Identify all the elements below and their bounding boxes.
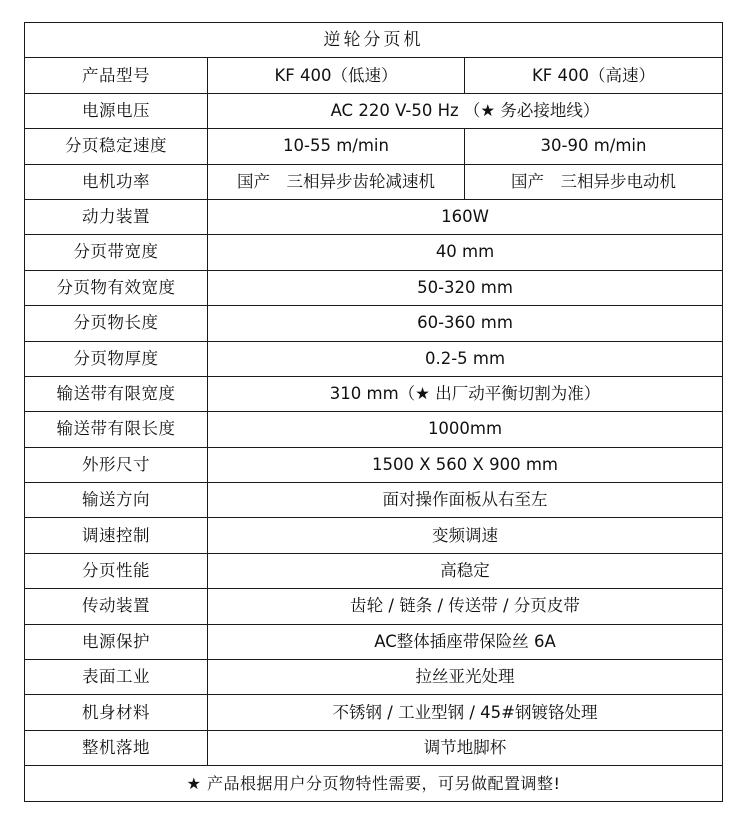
- spec-value: 不锈钢 / 工业型钢 / 45#钢镀铬处理: [208, 695, 723, 730]
- spec-row-motor: [25, 164, 723, 199]
- spec-label: 电源电压: [25, 93, 208, 128]
- spec-row-speed: [25, 129, 723, 164]
- table-title: 逆轮分页机: [25, 23, 723, 58]
- spec-label: 分页物有效宽度: [25, 270, 208, 305]
- spec-value: 调节地脚杯: [208, 730, 723, 765]
- spec-row-material: [25, 695, 723, 730]
- spec-label: 分页带宽度: [25, 235, 208, 270]
- spec-row-conveyor-length: [25, 412, 723, 447]
- spec-value: 40 mm: [208, 235, 723, 270]
- spec-label: 电机功率: [25, 164, 208, 199]
- spec-label: 输送带有限长度: [25, 412, 208, 447]
- spec-value-low: 国产 三相异步齿轮减速机: [208, 164, 465, 199]
- spec-label: 外形尺寸: [25, 447, 208, 482]
- spec-row-conveyor-width: [25, 376, 723, 411]
- spec-label: 分页性能: [25, 553, 208, 588]
- spec-value: 310 mm（★ 出厂动平衡切割为准）: [208, 376, 723, 411]
- spec-label: 分页物长度: [25, 306, 208, 341]
- spec-label: 传动装置: [25, 589, 208, 624]
- spec-row-transmission: [25, 589, 723, 624]
- spec-row-direction: [25, 483, 723, 518]
- spec-value-low: KF 400（低速）: [208, 58, 465, 93]
- spec-value-high: 30-90 m/min: [465, 129, 723, 164]
- spec-row-speed-control: [25, 518, 723, 553]
- spec-label: 电源保护: [25, 624, 208, 659]
- spec-row-surface: [25, 660, 723, 695]
- spec-table: [24, 22, 723, 802]
- spec-value: 50-320 mm: [208, 270, 723, 305]
- spec-label: 整机落地: [25, 730, 208, 765]
- spec-row-voltage: [25, 93, 723, 128]
- spec-value-low: 10-55 m/min: [208, 129, 465, 164]
- spec-label: 输送方向: [25, 483, 208, 518]
- footer-note: ★ 产品根据用户分页物特性需要，可另做配置调整!: [25, 766, 723, 801]
- spec-label: 表面工业: [25, 660, 208, 695]
- spec-row-protection: [25, 624, 723, 659]
- spec-label: 分页稳定速度: [25, 129, 208, 164]
- spec-row-dimensions: [25, 447, 723, 482]
- spec-value: 齿轮 / 链条 / 传送带 / 分页皮带: [208, 589, 723, 624]
- spec-label: 产品型号: [25, 58, 208, 93]
- footer-row: [25, 766, 723, 801]
- spec-value: 1500 X 560 X 900 mm: [208, 447, 723, 482]
- title-row: [25, 23, 723, 58]
- spec-value-high: KF 400（高速）: [465, 58, 723, 93]
- spec-label: 输送带有限宽度: [25, 376, 208, 411]
- spec-label: 调速控制: [25, 518, 208, 553]
- spec-row-belt-width: [25, 235, 723, 270]
- spec-row-power: [25, 199, 723, 234]
- spec-value: AC 220 V-50 Hz （★ 务必接地线）: [208, 93, 723, 128]
- spec-row-floor: [25, 730, 723, 765]
- spec-row-model: [25, 58, 723, 93]
- spec-row-length: [25, 306, 723, 341]
- spec-value: 0.2-5 mm: [208, 341, 723, 376]
- spec-value: AC整体插座带保险丝 6A: [208, 624, 723, 659]
- spec-row-performance: [25, 553, 723, 588]
- spec-value-high: 国产 三相异步电动机: [465, 164, 723, 199]
- spec-row-thickness: [25, 341, 723, 376]
- spec-value: 高稳定: [208, 553, 723, 588]
- spec-value: 变频调速: [208, 518, 723, 553]
- spec-value: 60-360 mm: [208, 306, 723, 341]
- spec-value: 1000mm: [208, 412, 723, 447]
- spec-value: 160W: [208, 199, 723, 234]
- spec-value: 面对操作面板从右至左: [208, 483, 723, 518]
- spec-label: 机身材料: [25, 695, 208, 730]
- spec-row-effective-width: [25, 270, 723, 305]
- spec-label: 动力装置: [25, 199, 208, 234]
- spec-label: 分页物厚度: [25, 341, 208, 376]
- spec-value: 拉丝亚光处理: [208, 660, 723, 695]
